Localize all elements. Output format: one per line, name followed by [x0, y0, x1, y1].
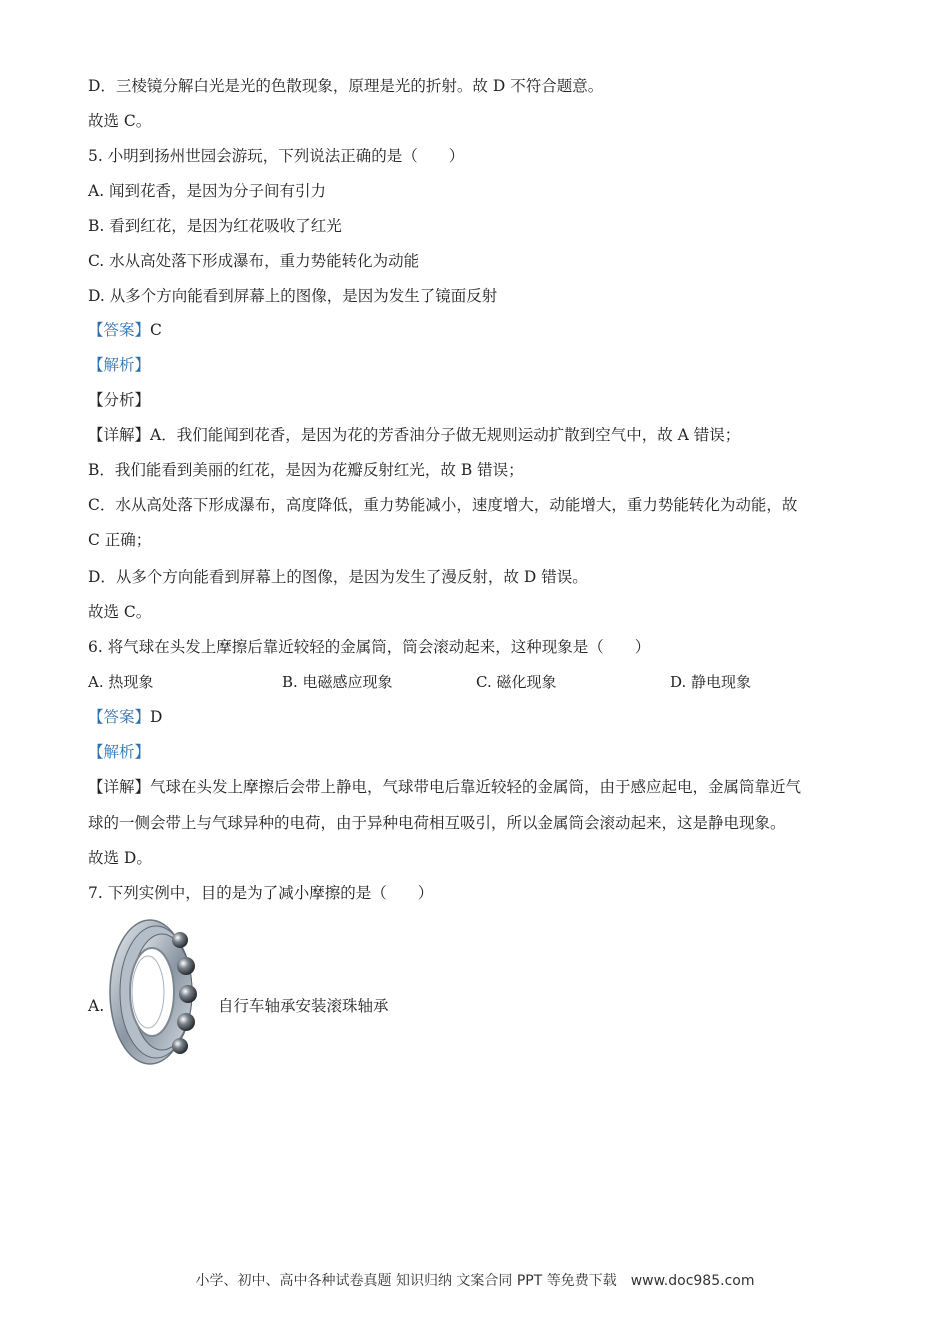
ball-bearing-image: [108, 918, 204, 1066]
question-7: 7. 下列实例中，目的是为了减小摩擦的是（ ）: [88, 884, 434, 902]
answer-label: 【答案】: [88, 708, 151, 726]
detail-5a: [88, 425, 740, 445]
option-6b: B. 电磁感应现象: [282, 673, 393, 691]
option-5d: D. 从多个方向能看到屏幕上的图像，是因为发生了镜面反射: [88, 287, 498, 305]
detail-5d: D．从多个方向能看到屏幕上的图像，是因为发生了漫反射，故 D 错误。: [88, 568, 588, 586]
answer-value: C: [150, 321, 162, 339]
option-6c: C. 磁化现象: [476, 673, 557, 691]
fenxi-label: 【分析】: [88, 391, 151, 409]
detail-text: 气球在头发上摩擦后会带上静电，气球带电后靠近较轻的金属筒，由于感应起电，金属筒靠近气: [150, 778, 802, 796]
analysis-line: D．三棱镜分解白光是光的色散现象，原理是光的折射。故 D 不符合题意。: [88, 77, 604, 95]
detail-label: 【详解】: [88, 778, 151, 796]
conclusion-5: 故选 C。: [88, 603, 152, 621]
option-5b: B. 看到红花，是因为红花吸收了红光: [88, 217, 342, 235]
detail-5c-2: C 正确；: [88, 531, 152, 549]
detail-text: A．我们能闻到花香，是因为花的芳香油分子做无规则运动扩散到空气中，故 A 错误；: [150, 426, 741, 444]
detail-6-2: 球的一侧会带上与气球异种的电荷，由于异种电荷相互吸引，所以金属筒会滚动起来，这是静电现象。: [88, 814, 786, 832]
option-7a-label: A.: [88, 997, 105, 1015]
option-7a-text: 自行车轴承安装滚珠轴承: [218, 997, 389, 1015]
option-5a: A. 闻到花香，是因为分子间有引力: [88, 182, 327, 200]
conclusion-6: 故选 D。: [88, 849, 152, 867]
jiexi-label: 【解析】: [88, 356, 151, 374]
option-6a: A. 热现象: [88, 673, 154, 691]
answer-value: D: [150, 708, 163, 726]
answer-6: [88, 707, 162, 727]
jiexi-label: 【解析】: [88, 743, 151, 761]
page-footer: 小学、初中、高中各种试卷真题 知识归纳 文案合同 PPT 等免费下载 www.doc985.com: [195, 1273, 755, 1289]
question-6: 6. 将气球在头发上摩擦后靠近较轻的金属筒，筒会滚动起来，这种现象是（ ）: [88, 638, 651, 656]
detail-5b: B．我们能看到美丽的红花，是因为花瓣反射红光，故 B 错误；: [88, 461, 524, 479]
answer-label: 【答案】: [88, 321, 151, 339]
answer-5: [88, 320, 162, 340]
option-5c: C. 水从高处落下形成瀑布，重力势能转化为动能: [88, 252, 420, 270]
conclusion-line: 故选 C。: [88, 112, 152, 130]
detail-6-1: [88, 777, 801, 797]
question-5: 5. 小明到扬州世园会游玩，下列说法正确的是（ ）: [88, 147, 465, 165]
option-6d: D. 静电现象: [670, 673, 752, 691]
detail-5c-1: C．水从高处落下形成瀑布，高度降低，重力势能减小，速度增大，动能增大，重力势能转化为动能，故: [88, 496, 798, 514]
detail-label: 【详解】: [88, 426, 151, 444]
